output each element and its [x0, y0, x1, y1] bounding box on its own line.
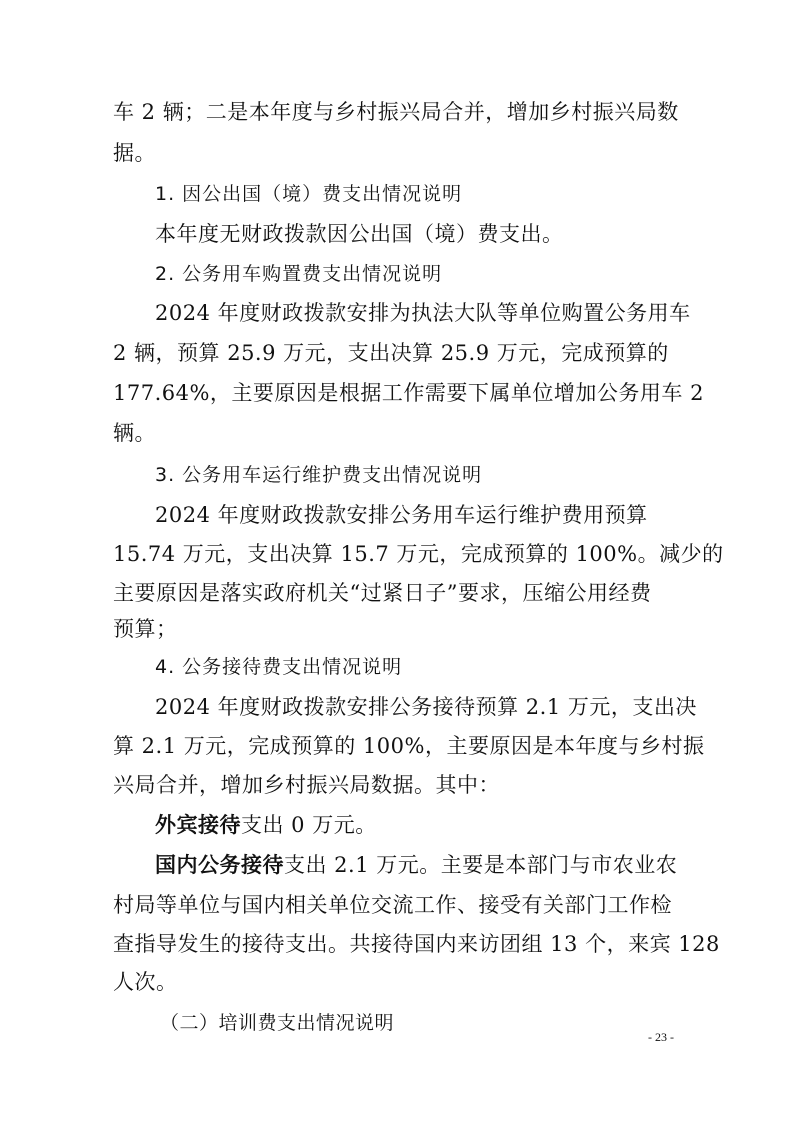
foreign-guest-line [155, 808, 377, 842]
body-text-line: 村局等单位与国内相关单位交流工作、接受有关部门工作检 [113, 893, 672, 917]
body-text-line: 主要原因是落实政府机关“过紧日子”要求，压缩公用经费 [113, 581, 652, 605]
domestic-reception-text: 支出 2.1 万元。主要是本部门与市农业农 [284, 853, 678, 877]
section-heading-2: 2. 公务用车购置费支出情况说明 [155, 263, 443, 285]
foreign-guest-label: 外宾接待 [155, 813, 241, 837]
body-text-line: 车 2 辆；二是本年度与乡村振兴局合并，增加乡村振兴局数 [113, 100, 679, 124]
body-text-line: 177.64%，主要原因是根据工作需要下属单位增加公务用车 2 [113, 381, 704, 405]
body-text-line: 人次。 [113, 970, 178, 994]
section-heading-3: 3. 公务用车运行维护费支出情况说明 [155, 464, 483, 486]
body-text-line: 据。 [113, 141, 156, 165]
domestic-reception-line [155, 848, 677, 882]
body-text-line: 2 辆，预算 25.9 万元，支出决算 25.9 万元，完成预算的 [113, 341, 669, 365]
domestic-reception-label: 国内公务接待 [155, 853, 284, 877]
foreign-guest-text: 支出 0 万元。 [241, 813, 377, 837]
body-text-line: 2024 年度财政拨款安排为执法大队等单位购置公务用车 [155, 301, 691, 325]
body-text-line: 辆。 [113, 421, 156, 445]
body-text-line: 预算； [113, 617, 178, 641]
page-number: - 23 - [648, 1030, 674, 1044]
body-text-line: 算 2.1 万元，完成预算的 100%，主要原因是本年度与乡村振 [113, 734, 705, 758]
subsection-heading: （二）培训费支出情况说明 [160, 1012, 395, 1034]
body-text-line: 查指导发生的接待支出。共接待国内来访团组 13 个，来宾 128 [113, 932, 720, 956]
section-heading-4: 4. 公务接待费支出情况说明 [155, 656, 403, 678]
body-text-line: 本年度无财政拨款因公出国（境）费支出。 [155, 222, 564, 246]
body-text-line: 2024 年度财政拨款安排公务用车运行维护费用预算 [155, 503, 648, 527]
body-text-line: 15.74 万元，支出决算 15.7 万元，完成预算的 100%。减少的 [113, 542, 724, 566]
body-text-line: 2024 年度财政拨款安排公务接待预算 2.1 万元，支出决 [155, 695, 697, 719]
section-heading-1: 1. 因公出国（境）费支出情况说明 [155, 183, 463, 205]
body-text-line: 兴局合并，增加乡村振兴局数据。其中： [113, 773, 500, 797]
